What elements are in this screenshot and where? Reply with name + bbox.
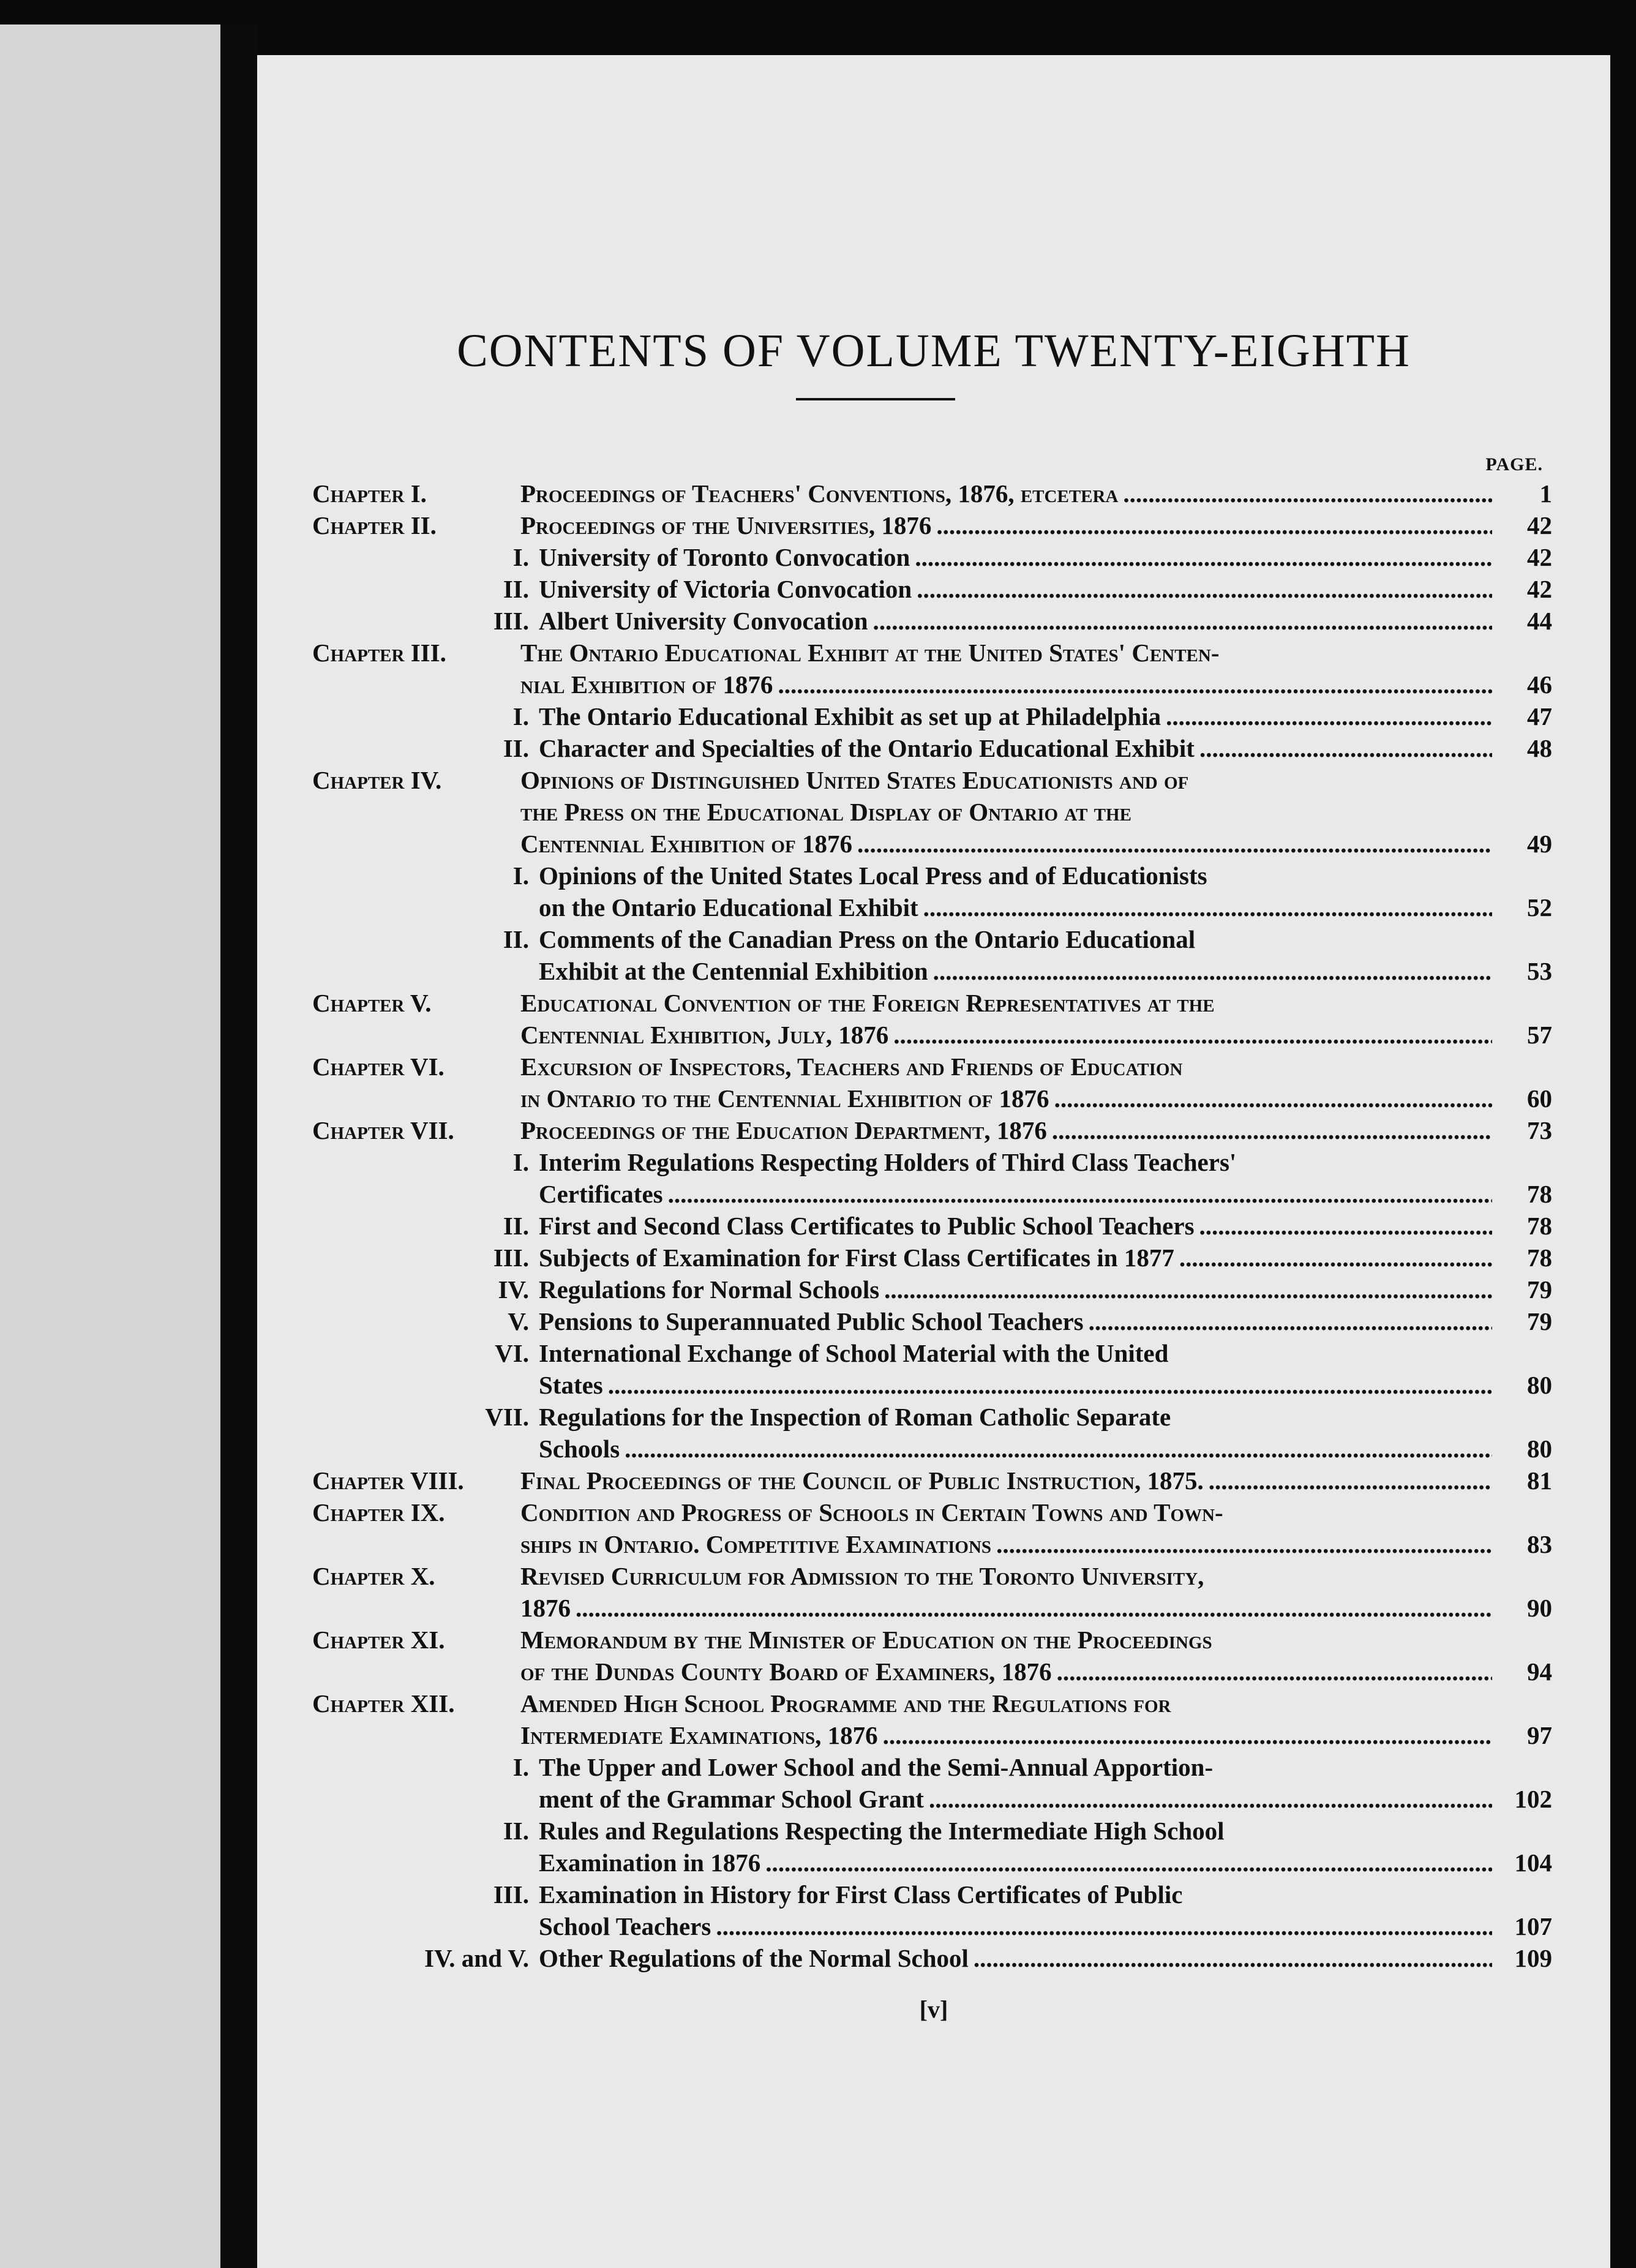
page-number: 42 — [1527, 575, 1552, 603]
leader-dots — [933, 955, 1492, 987]
entry-text: Rules and Regulations Respecting the Intermediate High School — [539, 1817, 1225, 1845]
entry-line — [520, 1592, 1552, 1624]
chapter-label: Chapter VII. — [312, 1116, 454, 1144]
entry-line — [312, 1815, 1552, 1847]
entry-text: University of Victoria Convocation — [539, 575, 912, 603]
entry-text: Other Regulations of the Normal School — [539, 1944, 969, 1972]
entry-line — [520, 1560, 1552, 1592]
entry-line — [520, 1656, 1552, 1688]
entry-body — [520, 1560, 1552, 1624]
entry-text: Centennial Exhibition, July, 1876 — [520, 1021, 889, 1049]
entry-body — [312, 1751, 1552, 1815]
toc-chapter-entry — [312, 1051, 1552, 1114]
entry-text: 1876 — [520, 1594, 571, 1622]
facing-page — [0, 24, 220, 2268]
leader-dots — [1199, 732, 1492, 764]
entry-text: the Press on the Educational Display of Ontario at the — [520, 798, 1131, 826]
entry-body — [312, 1815, 1552, 1879]
entry-line — [312, 1305, 1552, 1337]
entry-text: Examination in History for First Class Certificates of Public — [539, 1880, 1183, 1909]
leader-dots — [884, 1274, 1492, 1305]
toc-chapter-entry — [312, 1624, 1552, 1688]
section-numeral: I. — [512, 1753, 529, 1781]
leader-dots — [1123, 478, 1492, 509]
leader-dots — [974, 1942, 1492, 1974]
entry-line — [312, 541, 1552, 573]
entry-text: Exhibit at the Centennial Exhibition — [539, 957, 928, 985]
page-number: 57 — [1527, 1021, 1552, 1049]
page-number: 48 — [1527, 734, 1552, 762]
section-numeral: VI. — [495, 1339, 529, 1367]
entry-text: Final Proceedings of the Council of Public Instruction, 1875. — [520, 1466, 1204, 1495]
entry-text: Schools — [539, 1435, 620, 1463]
section-numeral: III. — [493, 1244, 529, 1272]
chapter-label: Chapter I. — [312, 479, 427, 508]
entry-text: on the Ontario Educational Exhibit — [539, 893, 918, 922]
entry-line — [312, 955, 1552, 987]
leader-dots — [915, 541, 1492, 573]
leader-dots — [936, 509, 1492, 541]
entry-body — [520, 1624, 1552, 1688]
entry-line — [520, 1528, 1552, 1560]
toc-section-entry — [312, 1942, 1552, 1974]
page-number: 42 — [1527, 543, 1552, 571]
toc-section-entry — [312, 1242, 1552, 1274]
entry-text: Opinions of Distinguished United States Educationists and of — [520, 766, 1189, 794]
entry-body — [520, 1051, 1552, 1114]
entry-text: Revised Curriculum for Admission to the Toronto University, — [520, 1562, 1204, 1590]
leader-dots — [1166, 700, 1492, 732]
entry-text: of the Dundas County Board of Examiners, 1876 — [520, 1658, 1052, 1686]
page-number: 42 — [1527, 511, 1552, 539]
entry-line — [312, 1433, 1552, 1465]
chapter-label: Chapter IV. — [312, 766, 442, 794]
chapter-label: Chapter XII. — [312, 1689, 455, 1718]
toc-chapter-entry — [312, 637, 1552, 700]
page-number: 46 — [1527, 670, 1552, 699]
page-number: 97 — [1527, 1721, 1552, 1749]
toc-section-entry — [312, 1815, 1552, 1879]
leader-dots — [778, 669, 1492, 700]
toc-section-entry — [312, 1274, 1552, 1305]
section-numeral: II. — [503, 734, 529, 762]
entry-body — [312, 605, 1552, 637]
entry-line — [520, 1719, 1552, 1751]
page-number: 78 — [1527, 1244, 1552, 1272]
entry-line — [520, 637, 1552, 669]
section-numeral: VII. — [485, 1403, 529, 1431]
page-number: 94 — [1527, 1658, 1552, 1686]
entry-line — [520, 1083, 1552, 1114]
entry-text: ships in Ontario. Competitive Examinations — [520, 1530, 992, 1558]
entry-line — [312, 573, 1552, 605]
entry-text: Excursion of Inspectors, Teachers and Friends of Education — [520, 1053, 1183, 1081]
page-number: 52 — [1527, 893, 1552, 922]
entry-line — [312, 1751, 1552, 1783]
section-numeral: II. — [503, 925, 529, 953]
entry-text: Pensions to Superannuated Public School Teachers — [539, 1307, 1084, 1335]
entry-body — [520, 637, 1552, 700]
toc-section-entry — [312, 1210, 1552, 1242]
entry-text: ment of the Grammar School Grant — [539, 1785, 924, 1813]
entry-text: First and Second Class Certificates to Public School Teachers — [539, 1212, 1195, 1240]
entry-body — [312, 573, 1552, 605]
toc-section-entry — [312, 1305, 1552, 1337]
entry-line — [312, 1337, 1552, 1369]
leader-dots — [917, 573, 1492, 605]
page-number: 80 — [1527, 1371, 1552, 1399]
entry-text: Intermediate Examinations, 1876 — [520, 1721, 878, 1749]
chapter-label: Chapter X. — [312, 1562, 435, 1590]
entry-line — [520, 1114, 1552, 1146]
toc-chapter-entry — [312, 987, 1552, 1051]
entry-body — [520, 1114, 1552, 1146]
toc-section-entry — [312, 1751, 1552, 1815]
entry-line — [520, 987, 1552, 1019]
entry-line — [520, 1465, 1552, 1496]
leader-dots — [608, 1369, 1492, 1401]
entry-body — [312, 1242, 1552, 1274]
entry-body — [520, 1465, 1552, 1496]
leader-dots — [765, 1847, 1492, 1879]
entry-text: The Upper and Lower School and the Semi-Annual Apportion- — [539, 1753, 1214, 1781]
entry-body — [312, 732, 1552, 764]
entry-body — [520, 764, 1552, 860]
page-number: 90 — [1527, 1594, 1552, 1622]
entry-body — [312, 1942, 1552, 1974]
leader-dots — [1089, 1305, 1492, 1337]
entry-line — [312, 1369, 1552, 1401]
entry-body — [312, 1401, 1552, 1465]
entry-body — [312, 1305, 1552, 1337]
toc-section-entry — [312, 860, 1552, 923]
entry-body — [520, 478, 1552, 509]
leader-dots — [1052, 1114, 1492, 1146]
entry-text: Centennial Exhibition of 1876 — [520, 830, 852, 858]
page-number: 78 — [1527, 1180, 1552, 1208]
entry-line — [520, 509, 1552, 541]
leader-dots — [873, 605, 1492, 637]
section-numeral: I. — [512, 702, 529, 730]
entry-text: Opinions of the United States Local Press and of Educationists — [539, 862, 1207, 890]
entry-line — [312, 1783, 1552, 1815]
section-numeral: I. — [512, 1148, 529, 1176]
chapter-label: Chapter VIII. — [312, 1466, 464, 1495]
entry-line — [312, 923, 1552, 955]
leader-dots — [857, 828, 1492, 860]
entry-text: Proceedings of the Universities, 1876 — [520, 511, 932, 539]
page-number: 79 — [1527, 1307, 1552, 1335]
entry-text: School Teachers — [539, 1912, 711, 1940]
entry-body — [520, 1496, 1552, 1560]
entry-text: University of Toronto Convocation — [539, 543, 910, 571]
leader-dots — [1199, 1210, 1492, 1242]
chapter-label: Chapter II. — [312, 511, 437, 539]
entry-text: Certificates — [539, 1180, 663, 1208]
toc-section-entry — [312, 732, 1552, 764]
entry-body — [312, 700, 1552, 732]
entry-text: Comments of the Canadian Press on the Ontario Educational — [539, 925, 1196, 953]
toc-section-entry — [312, 1337, 1552, 1401]
entry-body — [520, 1688, 1552, 1751]
entry-line — [312, 1210, 1552, 1242]
entry-text: Examination in 1876 — [539, 1849, 761, 1877]
entry-text: Educational Convention of the Foreign Representatives at the — [520, 989, 1215, 1017]
entry-text: Interim Regulations Respecting Holders of Third Class Teachers' — [539, 1148, 1237, 1176]
entry-text: Regulations for the Inspection of Roman Catholic Separate — [539, 1403, 1171, 1431]
toc-chapter-entry — [312, 478, 1552, 509]
entry-text: Condition and Progress of Schools in Certain Towns and Town- — [520, 1498, 1223, 1526]
contents-page — [257, 55, 1610, 2268]
page-number: 81 — [1527, 1466, 1552, 1495]
page-number: 109 — [1514, 1944, 1552, 1972]
section-numeral: II. — [503, 575, 529, 603]
leader-dots — [1179, 1242, 1492, 1274]
leader-dots — [929, 1783, 1492, 1815]
leader-dots — [576, 1592, 1492, 1624]
chapter-label: Chapter III. — [312, 639, 446, 667]
entry-line — [312, 1178, 1552, 1210]
leader-dots — [668, 1178, 1492, 1210]
section-numeral: II. — [503, 1212, 529, 1240]
entry-line — [312, 1942, 1552, 1974]
toc-section-entry — [312, 1146, 1552, 1210]
entry-line — [312, 1146, 1552, 1178]
entry-line — [520, 828, 1552, 860]
entry-text: International Exchange of School Material with the United — [539, 1339, 1169, 1367]
page-column-header: PAGE. — [1485, 454, 1543, 475]
page-number: 79 — [1527, 1275, 1552, 1304]
entry-line — [520, 1496, 1552, 1528]
entry-body — [312, 860, 1552, 923]
page-title: CONTENTS OF VOLUME TWENTY-EIGHTH — [457, 325, 1411, 377]
entry-body — [312, 541, 1552, 573]
page-number: 80 — [1527, 1435, 1552, 1463]
toc-chapter-entry — [312, 764, 1552, 860]
entry-body — [520, 509, 1552, 541]
leader-dots — [1209, 1465, 1492, 1496]
entry-line — [520, 1051, 1552, 1083]
toc-section-entry — [312, 573, 1552, 605]
entry-text: Character and Specialties of the Ontario Educational Exhibit — [539, 734, 1195, 762]
entry-line — [312, 892, 1552, 923]
page-number: 60 — [1527, 1084, 1552, 1113]
page-number: 44 — [1527, 607, 1552, 635]
binding-gutter — [220, 24, 257, 2268]
section-numeral: III. — [493, 1880, 529, 1909]
entry-text: States — [539, 1371, 603, 1399]
entry-line — [312, 605, 1552, 637]
entry-line — [520, 764, 1552, 796]
entry-body — [312, 1879, 1552, 1942]
toc-section-entry — [312, 700, 1552, 732]
entry-text: Albert University Convocation — [539, 607, 868, 635]
section-numeral: III. — [493, 607, 529, 635]
toc-chapter-entry — [312, 1496, 1552, 1560]
section-numeral: IV. — [498, 1275, 529, 1304]
section-numeral: I. — [512, 543, 529, 571]
page-number: 47 — [1527, 702, 1552, 730]
page-number: 49 — [1527, 830, 1552, 858]
entry-text: in Ontario to the Centennial Exhibition of 1876 — [520, 1084, 1049, 1113]
toc-section-entry — [312, 1401, 1552, 1465]
entry-line — [312, 1401, 1552, 1433]
page-number: 83 — [1527, 1530, 1552, 1558]
entry-text: Regulations for Normal Schools — [539, 1275, 880, 1304]
chapter-label: Chapter XI. — [312, 1626, 445, 1654]
table-of-contents — [312, 478, 1552, 1974]
page-number: 102 — [1514, 1785, 1552, 1813]
toc-section-entry — [312, 541, 1552, 573]
toc-section-entry — [312, 1879, 1552, 1942]
entry-text: The Ontario Educational Exhibit as set up at Philadelphia — [539, 702, 1161, 730]
entry-line — [312, 1910, 1552, 1942]
title-rule — [796, 398, 955, 400]
page-folio: [v] — [919, 1996, 948, 2023]
entry-body — [312, 1210, 1552, 1242]
toc-chapter-entry — [312, 1560, 1552, 1624]
entry-line — [520, 669, 1552, 700]
section-numeral: I. — [512, 862, 529, 890]
toc-section-entry — [312, 605, 1552, 637]
section-numeral: II. — [503, 1817, 529, 1845]
leader-dots — [883, 1719, 1492, 1751]
entry-text: Amended High School Programme and the Regulations for — [520, 1689, 1171, 1718]
page-number: 1 — [1539, 479, 1552, 508]
entry-body — [312, 923, 1552, 987]
toc-chapter-entry — [312, 1688, 1552, 1751]
leader-dots — [716, 1910, 1492, 1942]
entry-line — [312, 732, 1552, 764]
entry-line — [312, 1879, 1552, 1910]
entry-body — [312, 1274, 1552, 1305]
entry-text: Subjects of Examination for First Class Certificates in 1877 — [539, 1244, 1174, 1272]
entry-body — [520, 987, 1552, 1051]
chapter-label: Chapter VI. — [312, 1053, 445, 1081]
section-numeral: IV. and V. — [424, 1944, 529, 1972]
chapter-label: Chapter IX. — [312, 1498, 445, 1526]
entry-line — [520, 796, 1552, 828]
entry-text: nial Exhibition of 1876 — [520, 670, 773, 699]
leader-dots — [893, 1019, 1492, 1051]
leader-dots — [996, 1528, 1492, 1560]
toc-chapter-entry — [312, 509, 1552, 541]
entry-line — [312, 1274, 1552, 1305]
chapter-label: Chapter V. — [312, 989, 432, 1017]
entry-text: Proceedings of Teachers' Conventions, 1876, etcetera — [520, 479, 1119, 508]
entry-line — [520, 1688, 1552, 1719]
entry-text: The Ontario Educational Exhibit at the United States' Centen- — [520, 639, 1220, 667]
entry-body — [312, 1337, 1552, 1401]
entry-line — [520, 1624, 1552, 1656]
leader-dots — [625, 1433, 1492, 1465]
toc-chapter-entry — [312, 1465, 1552, 1496]
entry-text: Memorandum by the Minister of Education on the Proceedings — [520, 1626, 1212, 1654]
page-number: 104 — [1514, 1849, 1552, 1877]
leader-dots — [923, 892, 1492, 923]
entry-text: Proceedings of the Education Department, 1876 — [520, 1116, 1047, 1144]
toc-section-entry — [312, 923, 1552, 987]
toc-chapter-entry — [312, 1114, 1552, 1146]
page-number: 78 — [1527, 1212, 1552, 1240]
page-number: 73 — [1527, 1116, 1552, 1144]
leader-dots — [1057, 1656, 1492, 1688]
section-numeral: V. — [508, 1307, 529, 1335]
entry-line — [520, 478, 1552, 509]
entry-body — [312, 1146, 1552, 1210]
page-number: 107 — [1514, 1912, 1552, 1940]
entry-line — [312, 1242, 1552, 1274]
entry-line — [312, 860, 1552, 892]
leader-dots — [1054, 1083, 1492, 1114]
entry-line — [312, 700, 1552, 732]
page-number: 53 — [1527, 957, 1552, 985]
entry-line — [312, 1847, 1552, 1879]
entry-line — [520, 1019, 1552, 1051]
